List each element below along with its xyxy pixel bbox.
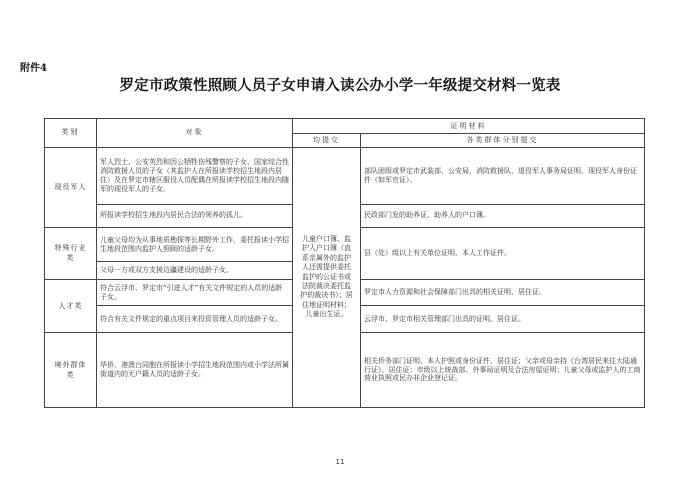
specific-materials-cell: 相关侨务部门证明、本人护照或身份证件、居住证；父亲或母亲持《台湾居民来往大陆通行证》、居住证；市级以上统战部、外事局证明及合法房屋证明；儿童父母或监护人的工商营业执照或民办非企业登记证。 — [361, 333, 645, 408]
category-cell: 人才类 — [45, 279, 97, 332]
object-cell: 华侨、港澳台同胞在所报读小学招生地段范围内或小学法所属街道内的无户籍人员的适龄子女。 — [97, 333, 293, 408]
object-cell: 符合有关文件规定的重点项目来投资管理人员的适龄子女。 — [97, 306, 293, 333]
object-cell: 父母一方或双方支援边疆建设的适龄子女。 — [97, 262, 293, 279]
table-row — [45, 147, 645, 204]
header-proof-materials: 证明材料 — [293, 119, 645, 134]
page-number: 11 — [335, 458, 345, 466]
header-common: 均提交 — [293, 134, 361, 147]
specific-materials-cell: 民政部门发的助养证、助养人的户口簿。 — [361, 205, 645, 228]
annex-label: 附件4 — [20, 63, 47, 74]
document-title: 罗定市政策性照顾人员子女申请入读公办小学一年级提交材料一览表 — [119, 77, 561, 94]
category-cell: 现役军人 — [45, 147, 97, 227]
object-cell: 儿童父母均为从事地质勘探等长期野外工作，委托报读小学招生地段范围内监护人照顾的适龄子女。 — [97, 227, 293, 262]
specific-materials-cell: 罗定市人力资源和社会保障部门出具的相关证明、居住证。 — [361, 279, 645, 306]
materials-table — [44, 118, 645, 408]
header-row-1 — [45, 119, 645, 134]
category-cell: 特殊行业类 — [45, 227, 97, 279]
specific-materials-cell: 云浮市、罗定市相关管理部门出具的证明、居住证。 — [361, 306, 645, 333]
specific-materials-cell: 县（处）级以上有关单位证明、本人工作证件。 — [361, 227, 645, 279]
header-object: 对象 — [97, 119, 293, 148]
common-materials-cell: 儿童户口簿、监护人户口簿（直系亲属外的监护人还需提供委托监护的公证书或法院裁决委托监护的裁决书）；居住地证明材料；儿童出生证。 — [293, 147, 361, 407]
object-cell: 符合云浮市、罗定市“引进人才”有关文件规定的人员的适龄子女。 — [97, 279, 293, 306]
specific-materials-cell: 部队团级或罗定市武装部、公安局、消防救援队、退役军人事务局证明、现役军人身份证件（如军官证）。 — [361, 147, 645, 204]
object-cell: 军人烈士、公安英烈和因公牺牲伤残警察的子女、国家综合性消防救援人员的子女（其监护人在所报读学校招生地段内居住）及在罗定市辖区服役人员配偶在所报读学校招生地段内随军的现役军人的子女。 — [97, 147, 293, 204]
header-category: 类别 — [45, 119, 97, 148]
category-cell: 境外群体类 — [45, 333, 97, 408]
object-cell: 所报读学校招生地段内居民合法的领养的孤儿。 — [97, 205, 293, 228]
header-specific: 各类群体分别提交 — [361, 134, 645, 147]
